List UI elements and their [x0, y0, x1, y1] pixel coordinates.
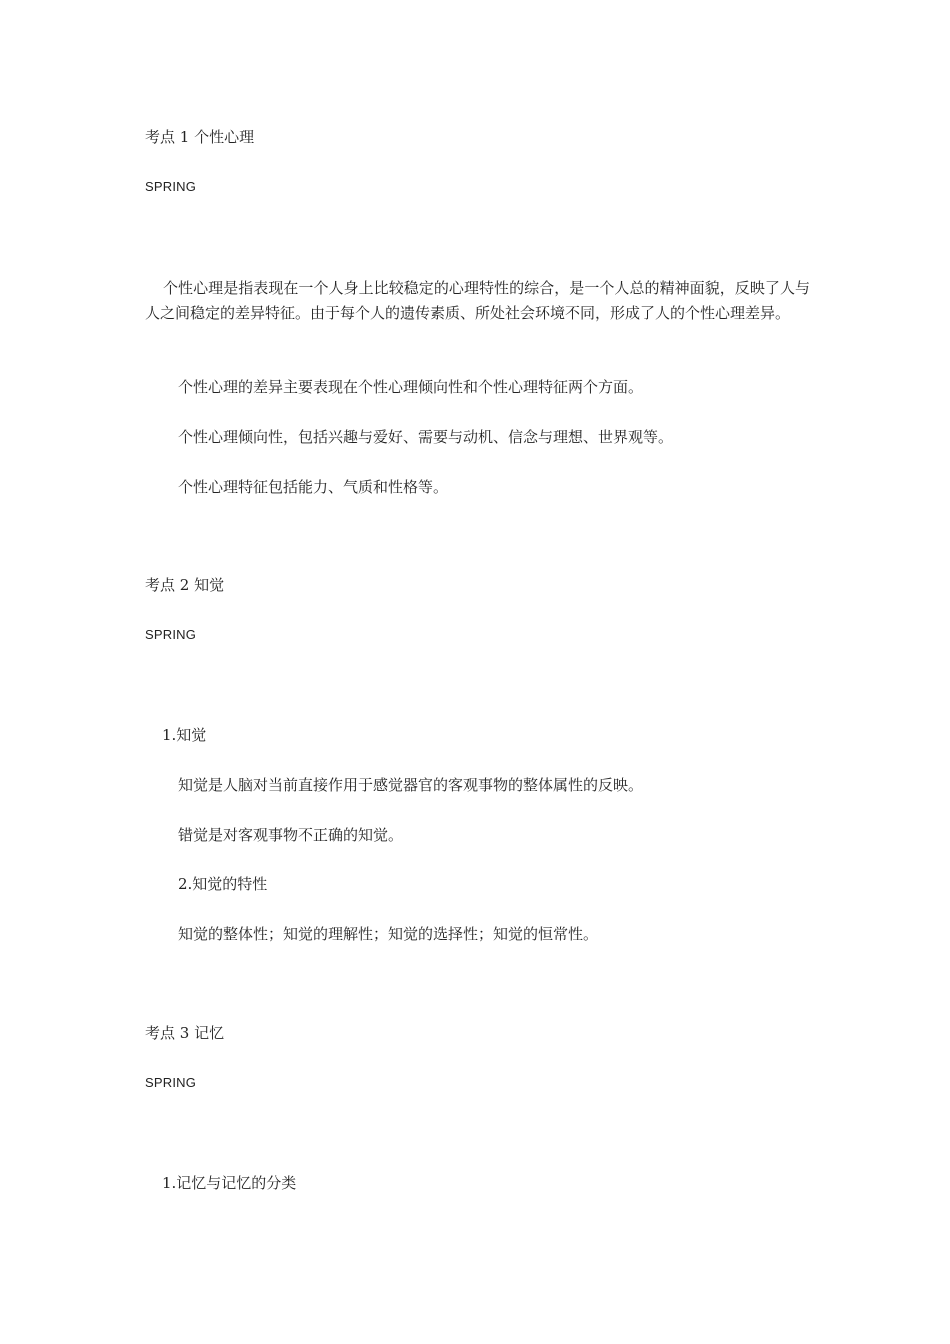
section-1-line-3: 个性心理特征包括能力、气质和性格等。 — [178, 478, 449, 496]
section-3-item-1: 1.记忆与记忆的分类 — [162, 1174, 297, 1192]
section-1-heading: 考点 1 个性心理 — [145, 128, 255, 146]
section-2-heading: 考点 2 知觉 — [145, 576, 225, 594]
section-1-line-2: 个性心理倾向性，包括兴趣与爱好、需要与动机、信念与理想、世界观等。 — [178, 428, 674, 446]
section-2-line-3: 知觉的整体性；知觉的理解性；知觉的选择性；知觉的恒常性。 — [178, 925, 599, 943]
section-1-brand: SPRING — [145, 179, 197, 194]
section-2-item-1: 1.知觉 — [162, 726, 207, 744]
section-3-brand: SPRING — [145, 1075, 197, 1090]
section-2-line-2: 错觉是对客观事物不正确的知觉。 — [178, 826, 404, 844]
section-1-intro-paragraph: 个性心理是指表现在一个人身上比较稳定的心理特性的综合，是一个人总的精神面貌，反映了人与人之间稳定的差异特征。由于每个人的遗传素质、所处社会环境不同，形成了人的个性心理差异。 — [145, 279, 810, 322]
section-1-line-1: 个性心理的差异主要表现在个性心理倾向性和个性心理特征两个方面。 — [178, 378, 644, 396]
section-2-item-2: 2.知觉的特性 — [178, 875, 268, 893]
section-2-line-1: 知觉是人脑对当前直接作用于感觉器官的客观事物的整体属性的反映。 — [178, 776, 644, 794]
section-3-heading: 考点 3 记忆 — [145, 1024, 225, 1042]
section-2-brand: SPRING — [145, 627, 197, 642]
